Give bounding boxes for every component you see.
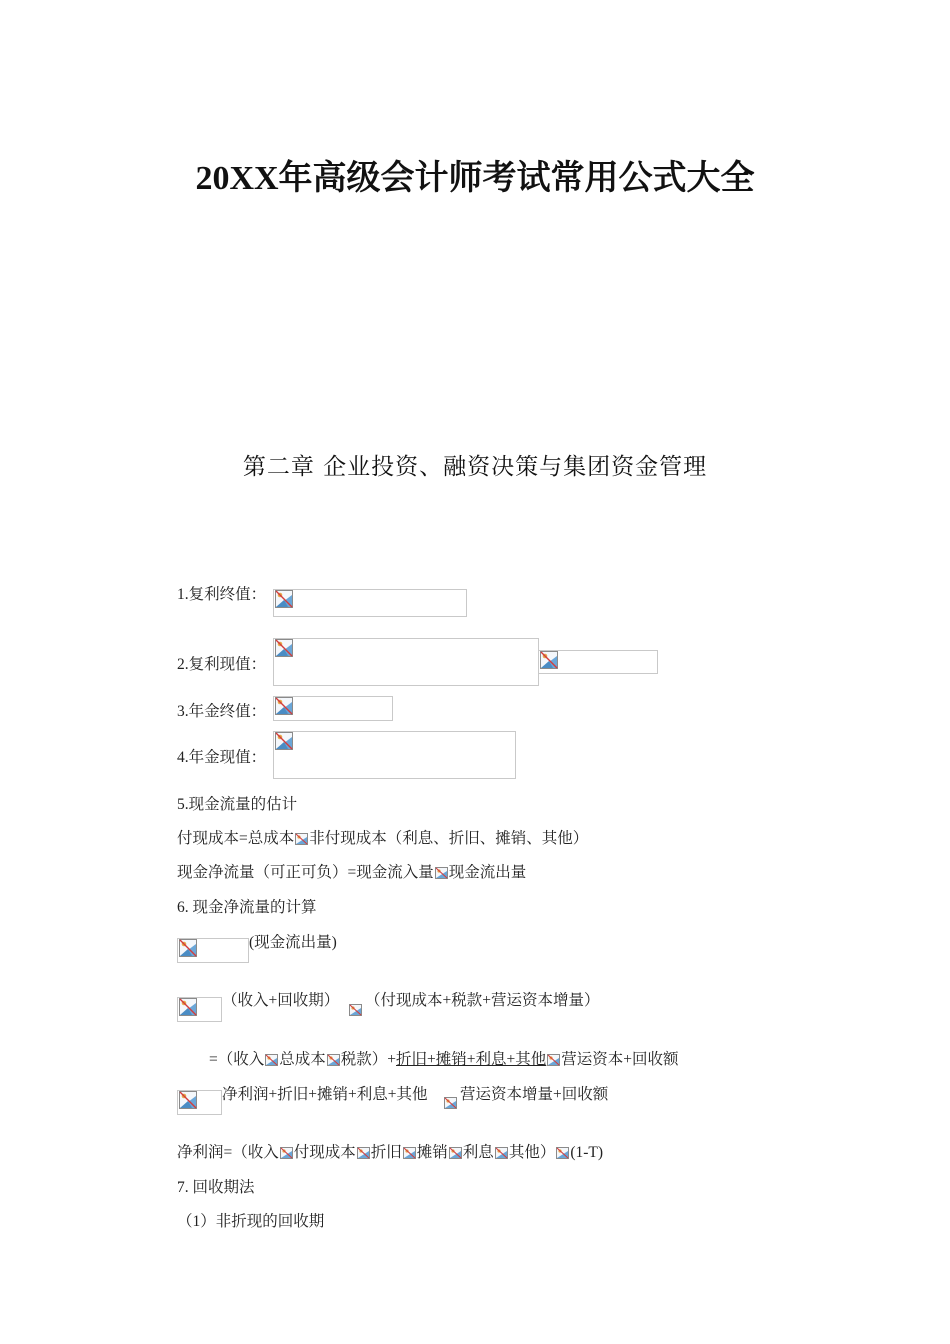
small-broken-image-icon — [357, 1146, 370, 1164]
subsection-heading: （1）非折现的回收期 — [177, 1213, 325, 1230]
text-segment: 利息 — [462, 1144, 494, 1161]
formula-text-net-profit: 净利润+折旧+摊销+利息+其他 — [222, 1086, 428, 1103]
formula-line-expanded — [209, 1047, 679, 1071]
text-segment: 付现成本 — [293, 1144, 356, 1161]
formula-label-1: 1.复利终值： — [177, 586, 267, 603]
text-segment: 折旧 — [370, 1144, 402, 1161]
small-broken-image-icon — [444, 1097, 457, 1109]
text-segment: 净利润=（收入 — [177, 1144, 279, 1161]
small-broken-image-icon — [435, 866, 448, 884]
broken-image-icon — [275, 732, 293, 750]
text-segment: =（收入 — [209, 1051, 265, 1068]
small-broken-image-icon — [280, 1146, 293, 1164]
text-segment-underlined: 折旧+摊销+利息+其他 — [396, 1051, 547, 1068]
formula-image-frame — [273, 638, 539, 686]
section-heading-6: 6. 现金净流量的计算 — [177, 899, 317, 916]
chapter-heading: 第二章 企业投资、融资决策与集团资金管理 — [242, 454, 708, 480]
text-segment: 摊销 — [416, 1144, 448, 1161]
formula-label-4: 4.年金现值： — [177, 749, 267, 766]
section-heading-7: 7. 回收期法 — [177, 1179, 255, 1196]
broken-image-icon — [540, 651, 558, 669]
small-broken-image-icon — [295, 832, 308, 850]
text-segment: 总成本 — [279, 1051, 326, 1068]
formula-image-frame — [273, 589, 467, 617]
formula-text-working-capital: 营运资本增量+回收额 — [460, 1086, 609, 1103]
broken-image-icon — [275, 639, 293, 657]
small-broken-image-icon — [349, 1004, 362, 1016]
text-segment: 付现成本=总成本 — [177, 830, 295, 847]
formula-text-outflow-detail: （付现成本+税款+营运资本增量） — [365, 992, 600, 1009]
small-broken-image-icon — [495, 1146, 508, 1164]
formula-text-outflow: (现金流出量) — [249, 934, 337, 951]
broken-image-icon — [179, 1091, 197, 1109]
formula-image-frame — [273, 731, 516, 779]
small-broken-image-icon — [327, 1053, 340, 1071]
small-broken-image-icon — [403, 1146, 416, 1164]
broken-image-icon — [179, 998, 197, 1016]
text-segment: 税款）+ — [340, 1051, 397, 1068]
broken-image-icon — [275, 697, 293, 715]
document-title: 20XX年高级会计师考试常用公式大全 — [195, 160, 755, 197]
small-broken-image-icon — [449, 1146, 462, 1164]
formula-line-net-cashflow — [177, 860, 526, 884]
text-segment: 现金净流量（可正可负）=现金流入量 — [177, 864, 434, 881]
text-segment: 非付现成本（利息、折旧、摊销、其他） — [309, 830, 589, 847]
broken-image-icon — [179, 939, 197, 957]
formula-label-2: 2.复利现值： — [177, 656, 267, 673]
broken-image-icon — [275, 590, 293, 608]
text-segment: (1-T) — [570, 1144, 604, 1161]
small-broken-image-icon — [556, 1146, 569, 1164]
formula-line-cash-cost — [177, 826, 588, 850]
formula-label-3: 3.年金终值： — [177, 703, 267, 720]
formula-line-net-profit — [177, 1140, 603, 1164]
section-heading-5: 5.现金流量的估计 — [177, 796, 298, 813]
text-segment: 营运资本+回收额 — [561, 1051, 679, 1068]
small-broken-image-icon — [547, 1053, 560, 1071]
text-segment: 现金流出量 — [448, 864, 527, 881]
text-segment: 其他） — [508, 1144, 556, 1161]
small-broken-image-icon — [265, 1053, 278, 1071]
formula-text-inflow: （收入+回收期） — [222, 992, 340, 1009]
